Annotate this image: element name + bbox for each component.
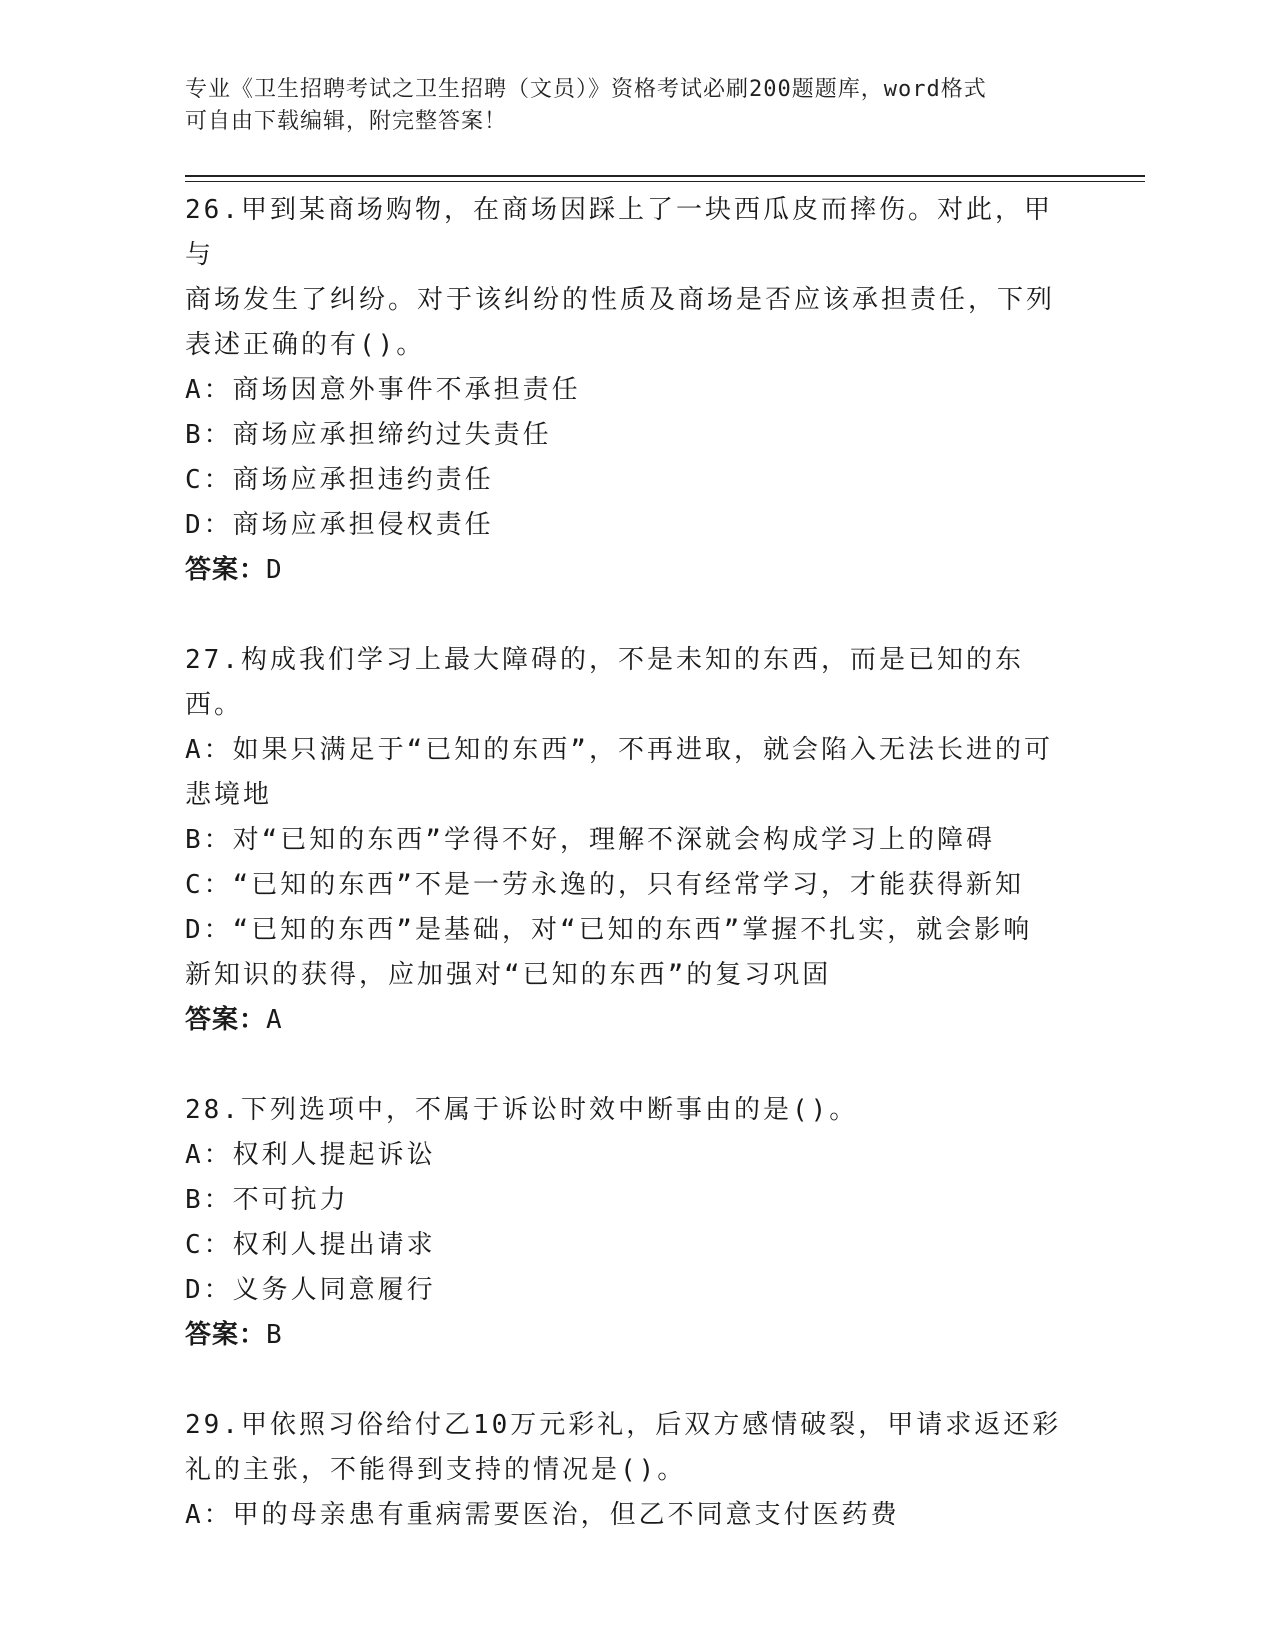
- header-divider-thick: [185, 175, 1145, 177]
- option-d: D：商场应承担侵权责任: [185, 510, 494, 540]
- header-divider-thin: [185, 181, 1145, 182]
- question-spacer: [185, 1043, 1065, 1088]
- option-c: C：“已知的东西”不是一劳永逸的，只有经常学习，才能获得新知: [185, 870, 1024, 900]
- option-b: B：对“已知的东西”学得不好，理解不深就会构成学习上的障碍: [185, 825, 995, 855]
- option-a-continued: 悲境地: [185, 780, 273, 810]
- question-stem-line: 表述正确的有()。: [185, 330, 426, 360]
- question-stem-line: 商场发生了纠纷。对于该纠纷的性质及商场是否应该承担责任，下列: [185, 285, 1056, 315]
- answer-line: [185, 1313, 1065, 1358]
- option-b: B：商场应承担缔约过失责任: [185, 420, 552, 450]
- question-stem-line: 礼的主张，不能得到支持的情况是()。: [185, 1455, 687, 1485]
- option-c: C：权利人提出请求: [185, 1230, 436, 1260]
- question-29: [185, 1403, 1065, 1538]
- question-stem-line: 28.下列选项中，不属于诉讼时效中断事由的是()。: [185, 1095, 859, 1125]
- question-27: [185, 638, 1065, 1043]
- question-stem-line: 27.构成我们学习上最大障碍的，不是未知的东西，而是已知的东西。: [185, 645, 1024, 720]
- question-list: [185, 188, 1065, 1538]
- answer-value: B: [266, 1320, 283, 1350]
- option-b: B：不可抗力: [185, 1185, 349, 1215]
- header-line-1: 专业《卫生招聘考试之卫生招聘（文员）》资格考试必刷200题题库，word格式: [185, 77, 987, 102]
- question-stem-line: 26.甲到某商场购物，在商场因踩上了一块西瓜皮而摔伤。对此，甲与: [185, 195, 1053, 270]
- option-a: A：权利人提起诉讼: [185, 1140, 436, 1170]
- answer-label: 答案：: [185, 1005, 267, 1035]
- document-header: [185, 74, 1085, 138]
- question-26: [185, 188, 1065, 593]
- question-spacer: [185, 1358, 1065, 1403]
- answer-line: [185, 548, 1065, 593]
- answer-line: [185, 998, 1065, 1043]
- header-line-2: 可自由下载编辑，附完整答案！: [185, 109, 508, 134]
- answer-value: A: [266, 1005, 283, 1035]
- option-d: D：“已知的东西”是基础，对“已知的东西”掌握不扎实，就会影响: [185, 915, 1033, 945]
- question-stem-line: 29.甲依照习俗给付乙10万元彩礼，后双方感情破裂，甲请求返还彩: [185, 1410, 1062, 1440]
- question-28: [185, 1088, 1065, 1358]
- option-c: C：商场应承担违约责任: [185, 465, 494, 495]
- option-d-continued: 新知识的获得，应加强对“已知的东西”的复习巩固: [185, 960, 832, 990]
- option-d: D：义务人同意履行: [185, 1275, 436, 1305]
- answer-label: 答案：: [185, 1320, 267, 1350]
- answer-label: 答案：: [185, 555, 267, 585]
- option-a: A：如果只满足于“已知的东西”，不再进取，就会陷入无法长进的可: [185, 735, 1053, 765]
- option-a: A：商场因意外事件不承担责任: [185, 375, 581, 405]
- answer-value: D: [266, 555, 283, 585]
- question-spacer: [185, 593, 1065, 638]
- option-a: A：甲的母亲患有重病需要医治，但乙不同意支付医药费: [185, 1500, 900, 1530]
